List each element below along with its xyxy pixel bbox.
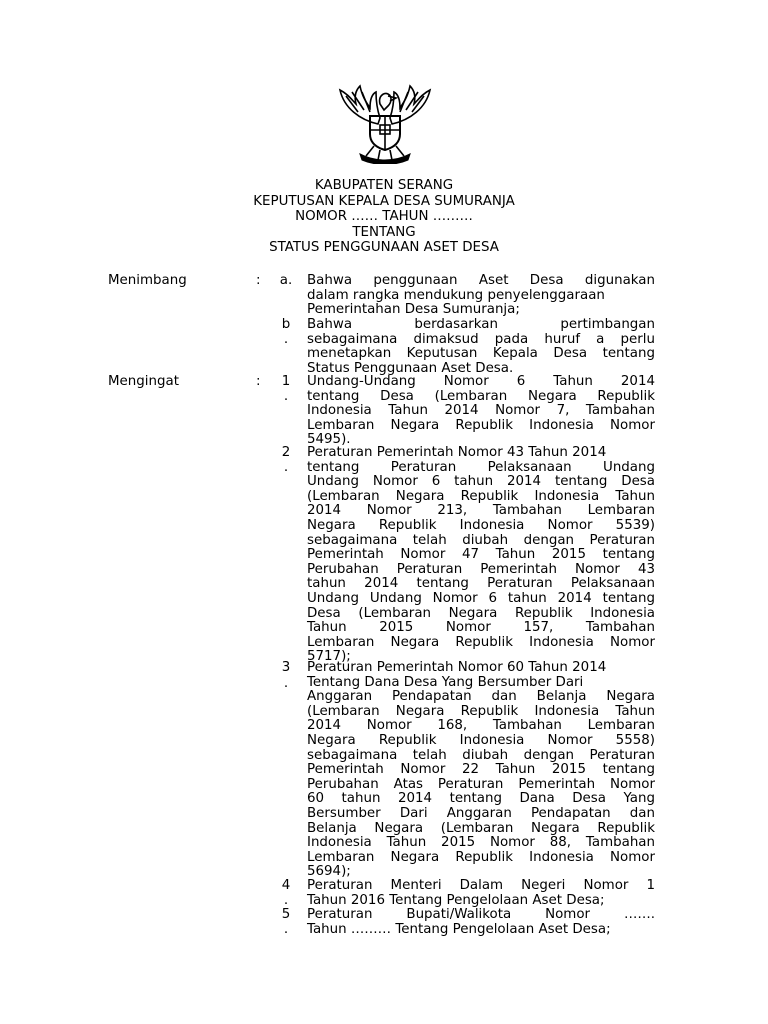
garuda-pancasila-emblem-icon: [330, 84, 440, 164]
text-line: Bersumber Dari Anggaran Pendapatan dan: [307, 805, 655, 821]
text-line: sebagaimana telah diubah dengan Peraturan: [307, 532, 655, 548]
text-line: Indonesia Tahun 2015 Nomor 88, Tambahan: [307, 835, 655, 851]
mengingat-item-5-number: 5: [281, 907, 291, 922]
text-line: Status Penggunaan Aset Desa.: [307, 360, 514, 376]
mengingat-item-5: [307, 908, 655, 937]
menimbang-label: Menimbang: [108, 273, 187, 288]
mengingat-item-4: [307, 879, 655, 908]
mengingat-item-3-number-dot: .: [283, 676, 289, 691]
text-line: Undang Undang Nomor 6 tahun 2014 tentang: [307, 590, 655, 606]
text-line: Lembaran Negara Republik Indonesia Nomor: [307, 849, 655, 865]
text-line: Bahwa berdasarkan pertimbangan: [307, 317, 655, 332]
text-line: Tentang Dana Desa Yang Bersumber Dari: [307, 674, 584, 690]
mengingat-item-2-number-dot: .: [283, 460, 289, 475]
text-line: 2014 Nomor 168, Tambahan Lembaran: [307, 718, 655, 734]
text-line: Negara Republik Indonesia Nomor 5539): [307, 517, 655, 533]
mengingat-item-1-number: 1: [281, 374, 291, 389]
text-line: sebagaimana telah diubah dengan Peraturan: [307, 747, 655, 763]
mengingat-item-2-number: 2: [281, 445, 291, 460]
menimbang-colon: :: [256, 273, 261, 288]
text-line: menetapkan Keputusan Kepala Desa tentang: [307, 346, 655, 362]
text-line: Pemerintah Nomor 47 Tahun 2015 tentang: [307, 547, 655, 563]
header-subject: STATUS PENGGUNAAN ASET DESA: [269, 240, 499, 255]
text-line: Tahun 2016 Tentang Pengelolaan Aset Desa;: [307, 892, 605, 908]
mengingat-item-1: [307, 375, 655, 448]
text-line: (Lembaran Negara Republik Indonesia Tahun: [307, 703, 655, 719]
text-line: Pemerintah Nomor 22 Tahun 2015 tentang: [307, 762, 655, 778]
text-line: Anggaran Pendapatan dan Belanja Negara: [307, 689, 655, 705]
text-line: Pemerintahan Desa Sumuranja;: [307, 302, 520, 318]
header-decree-title: KEPUTUSAN KEPALA DESA SUMURANJA: [253, 193, 515, 209]
mengingat-item-2: [307, 446, 655, 665]
text-line: Tahun 2015 Nomor 157, Tambahan: [307, 620, 655, 636]
text-line: Undang-Undang Nomor 6 Tahun 2014: [307, 374, 655, 389]
mengingat-item-3-number: 3: [281, 660, 291, 675]
text-line: Belanja Negara (Lembaran Negara Republik: [307, 820, 655, 836]
text-line: Tahun ……… Tentang Pengelolaan Aset Desa;: [307, 921, 611, 937]
text-line: 60 tahun 2014 tentang Dana Desa Yang: [307, 791, 655, 807]
mengingat-item-4-number-dot: .: [283, 893, 289, 908]
text-line: Peraturan Pemerintah Nomor 43 Tahun 2014: [307, 445, 607, 460]
text-line: Undang Nomor 6 tahun 2014 tentang Desa: [307, 474, 655, 490]
mengingat-item-1-number-dot: .: [283, 389, 289, 404]
text-line: sebagaimana dimaksud pada huruf a perlu: [307, 331, 655, 347]
header-number: NOMOR …… TAHUN ………: [295, 209, 473, 224]
text-line: (Lembaran Negara Republik Indonesia Tahun: [307, 488, 655, 504]
menimbang-item-b: [307, 318, 655, 376]
menimbang-item-b-number-dot: .: [283, 332, 289, 347]
text-line: Bahwa penggunaan Aset Desa digunakan: [307, 273, 655, 288]
text-line: Peraturan Pemerintah Nomor 60 Tahun 2014: [307, 660, 607, 675]
text-line: Indonesia Tahun 2014 Nomor 7, Tambahan: [307, 403, 655, 419]
menimbang-item-a: [307, 274, 655, 318]
text-line: Desa (Lembaran Negara Republik Indonesia: [307, 605, 655, 621]
mengingat-colon: :: [256, 374, 261, 389]
text-line: Negara Republik Indonesia Nomor 5558): [307, 732, 655, 748]
mengingat-item-3: [307, 661, 655, 880]
menimbang-item-b-number: b: [281, 317, 291, 332]
text-line: dalam rangka mendukung penyelenggaraan: [307, 287, 605, 303]
text-line: tentang Peraturan Pelaksanaan Undang: [307, 459, 655, 475]
mengingat-item-4-number: 4: [281, 878, 291, 893]
text-line: 5717);: [307, 649, 351, 665]
mengingat-label: Mengingat: [108, 374, 179, 389]
document-header: [0, 178, 768, 256]
text-line: tahun 2014 tentang Peraturan Pelaksanaan: [307, 576, 655, 592]
header-about: TENTANG: [352, 224, 416, 240]
mengingat-item-5-number-dot: .: [283, 922, 289, 937]
text-line: 5495).: [307, 432, 351, 448]
text-line: Lembaran Negara Republik Indonesia Nomor: [307, 417, 655, 433]
text-line: Peraturan Menteri Dalam Negeri Nomor 1: [307, 878, 655, 893]
text-line: Lembaran Negara Republik Indonesia Nomor: [307, 634, 655, 650]
text-line: 2014 Nomor 213, Tambahan Lembaran: [307, 503, 655, 519]
text-line: Perubahan Atas Peraturan Pemerintah Nomor: [307, 776, 655, 792]
header-regency: KABUPATEN SERANG: [314, 178, 454, 193]
text-line: 5694);: [307, 864, 351, 880]
text-line: Peraturan Bupati/Walikota Nomor …….: [307, 907, 655, 922]
text-line: tentang Desa (Lembaran Negara Republik: [307, 388, 655, 404]
text-line: Perubahan Peraturan Pemerintah Nomor 43: [307, 561, 655, 577]
menimbang-item-a-number: a.: [279, 273, 293, 288]
